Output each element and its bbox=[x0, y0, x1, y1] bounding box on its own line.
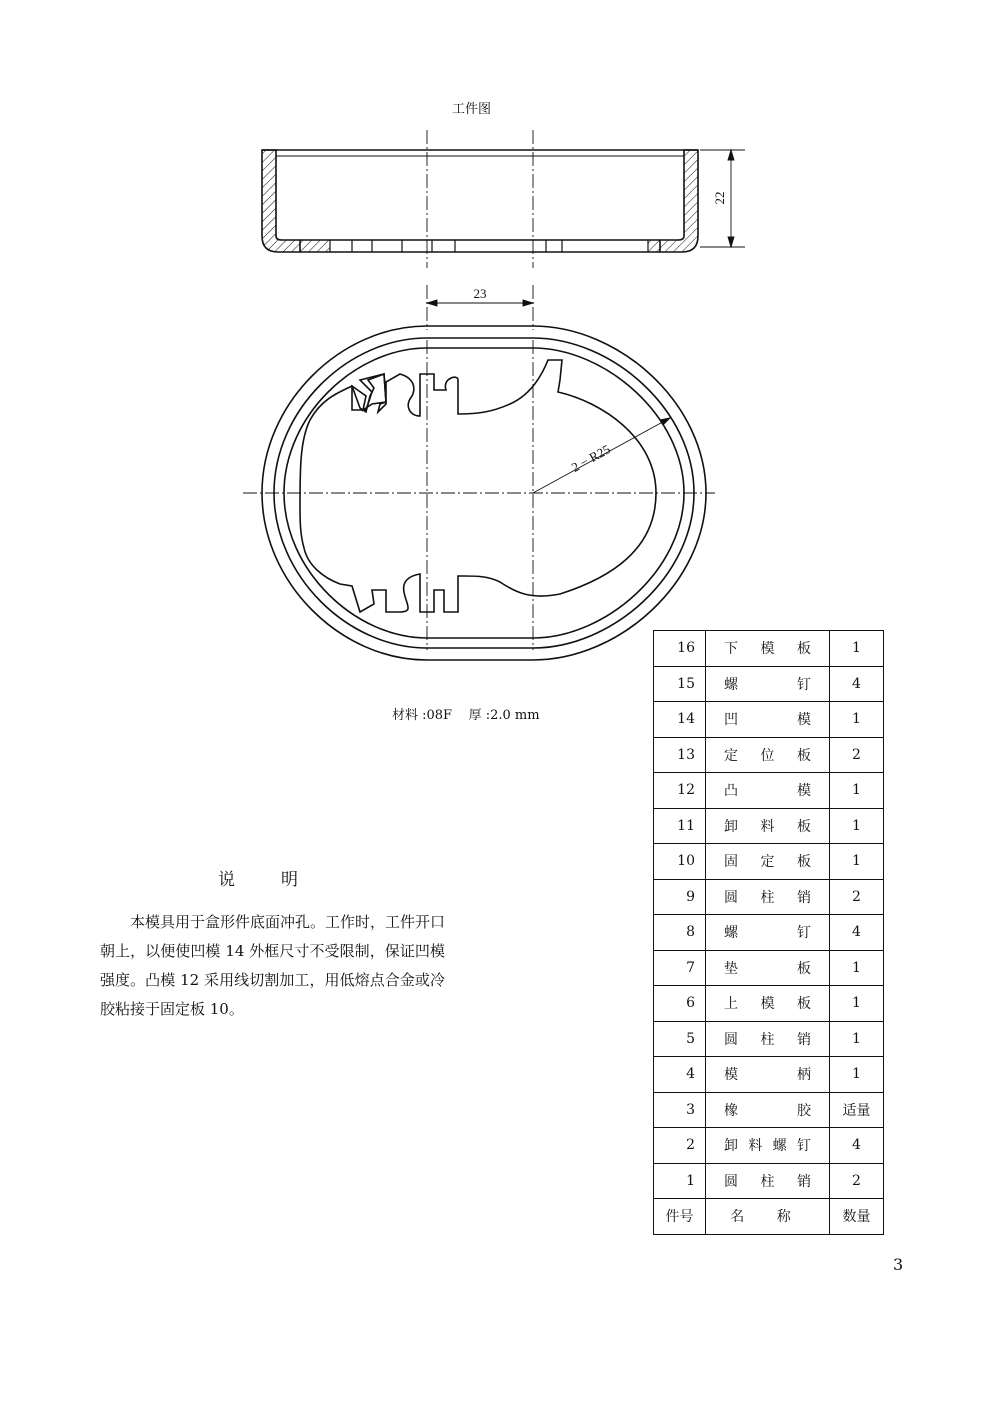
notes-heading bbox=[218, 865, 298, 890]
drawing-title: 工件图 bbox=[452, 102, 492, 117]
dim-radius: 2 − R25 bbox=[568, 441, 613, 475]
cell-qty: 1 bbox=[830, 844, 884, 880]
table-row bbox=[654, 950, 884, 986]
cell-num: 9 bbox=[654, 879, 706, 915]
cell-num: 1 bbox=[654, 1163, 706, 1199]
table-row bbox=[654, 1021, 884, 1057]
section-view bbox=[262, 130, 745, 268]
cell-name: 定位板 bbox=[706, 737, 830, 773]
cell-num: 4 bbox=[654, 1057, 706, 1093]
cell-name: 固定板 bbox=[706, 844, 830, 880]
table-row bbox=[654, 773, 884, 809]
page-number: 3 bbox=[893, 1255, 904, 1274]
cell-qty: 4 bbox=[830, 1128, 884, 1164]
table-row bbox=[654, 915, 884, 951]
table-row bbox=[654, 1092, 884, 1128]
notes-body: 本模具用于盒形件底面冲孔。工作时，工件开口朝上，以便使凹模 14 外框尺寸不受限制，保证凹模强度。凸模 12 采用线切割加工，用低熔点合金或冷胶粘接于固定板 10。 bbox=[100, 913, 446, 1018]
cell-qty: 4 bbox=[830, 666, 884, 702]
cell-name: 橡胶 bbox=[706, 1092, 830, 1128]
cell-num: 11 bbox=[654, 808, 706, 844]
cell-num: 10 bbox=[654, 844, 706, 880]
cell-name: 卸料螺钉 bbox=[706, 1128, 830, 1164]
table-row bbox=[654, 986, 884, 1022]
header-qty: 数量 bbox=[830, 1199, 884, 1235]
dim-height: 22 bbox=[712, 191, 727, 205]
table-row bbox=[654, 737, 884, 773]
cell-qty: 4 bbox=[830, 915, 884, 951]
parts-table-header bbox=[654, 1199, 884, 1235]
material-spec bbox=[392, 704, 540, 723]
cell-num: 13 bbox=[654, 737, 706, 773]
cell-name: 模柄 bbox=[706, 1057, 830, 1093]
cell-name: 凸模 bbox=[706, 773, 830, 809]
cell-name: 卸料板 bbox=[706, 808, 830, 844]
cell-qty: 2 bbox=[830, 737, 884, 773]
cell-qty: 1 bbox=[830, 986, 884, 1022]
table-row bbox=[654, 631, 884, 667]
dim-width: 23 bbox=[473, 286, 487, 301]
cell-qty: 1 bbox=[830, 773, 884, 809]
cell-qty: 1 bbox=[830, 1021, 884, 1057]
plan-view bbox=[243, 285, 715, 660]
cell-num: 5 bbox=[654, 1021, 706, 1057]
table-row bbox=[654, 1163, 884, 1199]
cell-qty: 1 bbox=[830, 1057, 884, 1093]
table-row bbox=[654, 844, 884, 880]
cell-name: 下模板 bbox=[706, 631, 830, 667]
cell-qty: 1 bbox=[830, 808, 884, 844]
cell-num: 12 bbox=[654, 773, 706, 809]
notes-heading-left: 说 bbox=[218, 870, 235, 890]
cell-num: 16 bbox=[654, 631, 706, 667]
cell-qty: 1 bbox=[830, 631, 884, 667]
table-row bbox=[654, 1128, 884, 1164]
table-row bbox=[654, 879, 884, 915]
cell-qty: 1 bbox=[830, 950, 884, 986]
table-row bbox=[654, 702, 884, 738]
thickness-label: 厚 :2.0 mm bbox=[468, 708, 540, 723]
cell-name: 圆柱销 bbox=[706, 879, 830, 915]
table-row bbox=[654, 1057, 884, 1093]
cell-num: 6 bbox=[654, 986, 706, 1022]
cell-qty: 2 bbox=[830, 879, 884, 915]
cell-num: 7 bbox=[654, 950, 706, 986]
cell-name: 螺钉 bbox=[706, 915, 830, 951]
cell-qty: 适量 bbox=[830, 1092, 884, 1128]
cell-num: 2 bbox=[654, 1128, 706, 1164]
notes-heading-right: 明 bbox=[281, 870, 298, 890]
cell-num: 15 bbox=[654, 666, 706, 702]
parts-table bbox=[653, 630, 884, 1235]
table-row bbox=[654, 666, 884, 702]
cell-qty: 2 bbox=[830, 1163, 884, 1199]
table-row bbox=[654, 808, 884, 844]
cell-num: 8 bbox=[654, 915, 706, 951]
material-label: 材料 :08F bbox=[392, 708, 453, 723]
cell-name: 凹模 bbox=[706, 702, 830, 738]
cell-name: 圆柱销 bbox=[706, 1021, 830, 1057]
cell-name: 上模板 bbox=[706, 986, 830, 1022]
cell-qty: 1 bbox=[830, 702, 884, 738]
cell-num: 3 bbox=[654, 1092, 706, 1128]
cell-name: 螺钉 bbox=[706, 666, 830, 702]
header-name: 名 称 bbox=[706, 1199, 830, 1235]
cell-num: 14 bbox=[654, 702, 706, 738]
header-num: 件号 bbox=[654, 1199, 706, 1235]
cell-name: 圆柱销 bbox=[706, 1163, 830, 1199]
cell-name: 垫板 bbox=[706, 950, 830, 986]
